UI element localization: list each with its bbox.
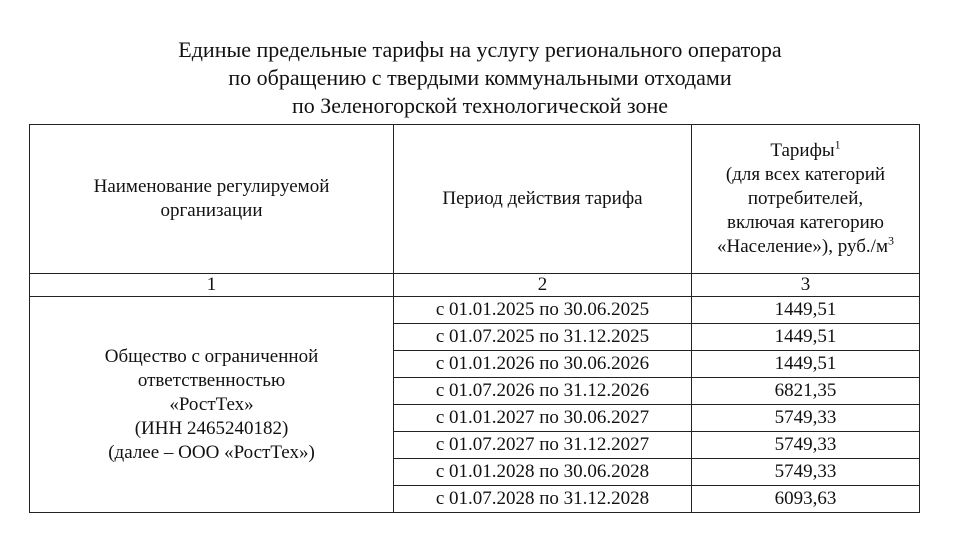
table-row bbox=[30, 297, 920, 324]
organization-line: «РостТех» bbox=[169, 393, 254, 415]
organization-line: Общество с ограниченной bbox=[104, 345, 319, 367]
header-tariff-line bbox=[692, 235, 919, 259]
period-cell: с 01.07.2025 по 31.12.2025 bbox=[394, 324, 692, 351]
tariff-cell: 5749,33 bbox=[692, 405, 920, 432]
period-cell: с 01.07.2028 по 31.12.2028 bbox=[394, 486, 692, 513]
tariff-cell: 5749,33 bbox=[692, 459, 920, 486]
header-tariff bbox=[692, 125, 920, 274]
title-line-1: Единые предельные тарифы на услугу регионального оператора bbox=[178, 37, 782, 62]
unit-exponent: 3 bbox=[887, 233, 894, 248]
column-number: 2 bbox=[394, 274, 692, 297]
tariff-cell: 5749,33 bbox=[692, 432, 920, 459]
header-tariff-title: Тарифы bbox=[770, 140, 835, 161]
tariff-cell: 6093,63 bbox=[692, 486, 920, 513]
document-title bbox=[0, 36, 960, 120]
period-cell: с 01.01.2026 по 30.06.2026 bbox=[394, 351, 692, 378]
tariff-table bbox=[29, 124, 920, 513]
tariff-cell: 1449,51 bbox=[692, 324, 920, 351]
header-organization bbox=[30, 125, 394, 274]
title-line-3: по Зеленогорской технологической зоне bbox=[291, 93, 669, 118]
column-number-row bbox=[30, 274, 920, 297]
organization-line: (далее – ООО «РостТех») bbox=[108, 441, 315, 463]
header-tariff-line: включая категорию bbox=[727, 212, 884, 233]
organization-line: (ИНН 2465240182) bbox=[134, 417, 289, 439]
period-cell: с 01.01.2027 по 30.06.2027 bbox=[394, 405, 692, 432]
tariff-cell: 6821,35 bbox=[692, 378, 920, 405]
header-period bbox=[394, 125, 692, 274]
column-number: 3 bbox=[692, 274, 920, 297]
organization-line: ответственностью bbox=[137, 369, 286, 391]
header-organization-line: Наименование регулируемой bbox=[93, 176, 330, 197]
header-tariff-line bbox=[692, 139, 919, 163]
footnote-marker: 1 bbox=[834, 137, 841, 152]
period-cell: с 01.01.2025 по 30.06.2025 bbox=[394, 297, 692, 324]
header-tariff-line: (для всех категорий bbox=[725, 164, 886, 185]
header-organization-line: организации bbox=[160, 200, 263, 221]
tariff-cell: 1449,51 bbox=[692, 351, 920, 378]
period-cell: с 01.07.2027 по 31.12.2027 bbox=[394, 432, 692, 459]
header-tariff-unit: «Население»), руб./м bbox=[717, 236, 888, 257]
header-period-label: Период действия тарифа bbox=[442, 188, 643, 209]
column-number: 1 bbox=[30, 274, 394, 297]
table-header-row bbox=[30, 125, 920, 274]
tariff-cell: 1449,51 bbox=[692, 297, 920, 324]
header-tariff-line: потребителей, bbox=[747, 188, 864, 209]
period-cell: с 01.01.2028 по 30.06.2028 bbox=[394, 459, 692, 486]
organization-cell bbox=[30, 297, 394, 513]
title-line-2: по обращению с твердыми коммунальными отходами bbox=[228, 65, 732, 90]
period-cell: с 01.07.2026 по 31.12.2026 bbox=[394, 378, 692, 405]
